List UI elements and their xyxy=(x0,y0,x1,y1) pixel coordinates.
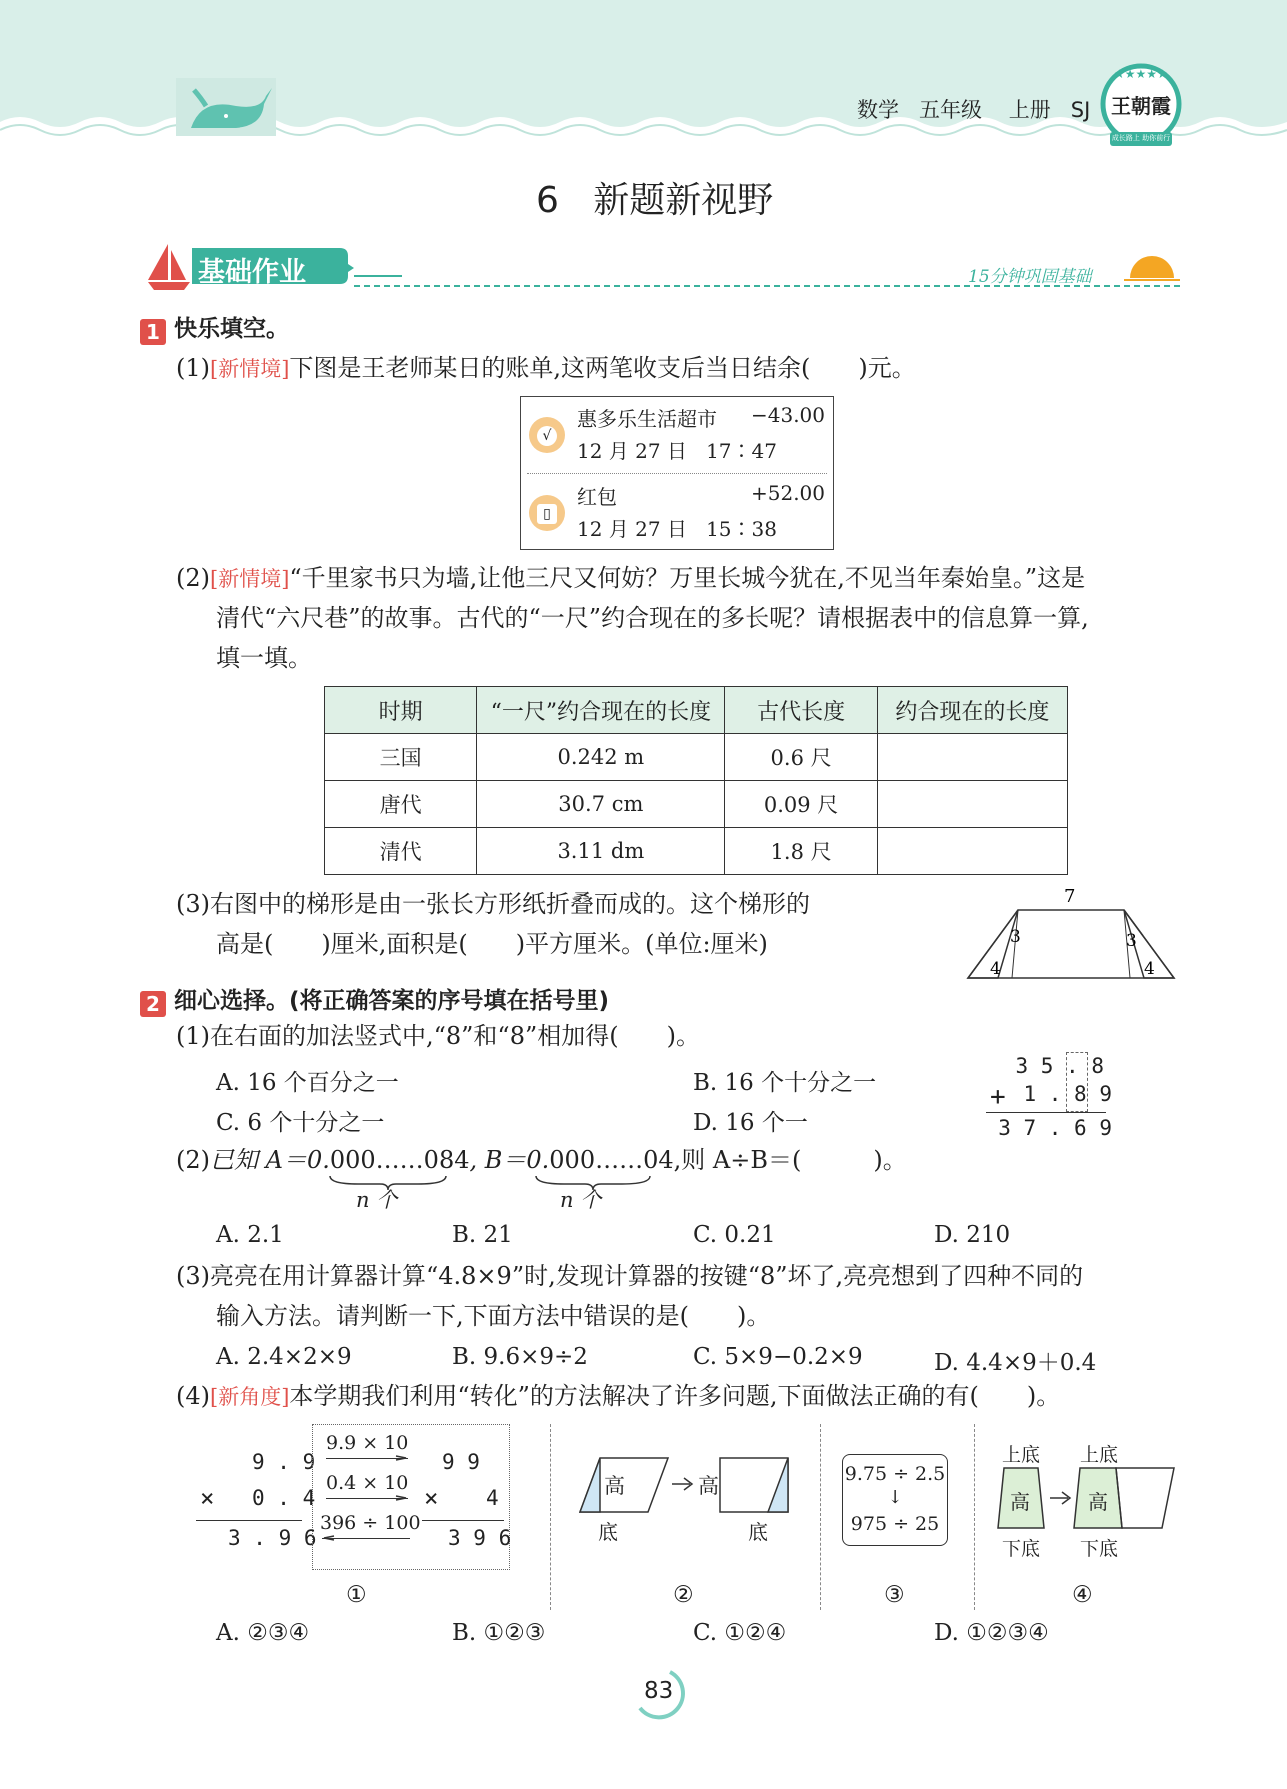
q1-p2-tag: [新情境] xyxy=(210,567,290,591)
table-cell: 1.8 尺 xyxy=(725,828,877,875)
table-header: 约合现在的长度 xyxy=(877,687,1067,734)
fig1-product-b: 3 9 6 xyxy=(448,1526,512,1550)
option-a[interactable]: A. 16 个百分之一 xyxy=(216,1070,399,1096)
q1-p1-tag: [新情境] xyxy=(210,357,290,381)
q2-number: 2 xyxy=(140,991,166,1017)
trap-label-top: 7 xyxy=(1064,886,1076,907)
fig4-marker: ④ xyxy=(1072,1582,1093,1608)
addend-1: 3 5 . 8 xyxy=(1015,1054,1104,1078)
option-b[interactable]: B. 9.6×9÷2 xyxy=(452,1344,588,1370)
option-b[interactable]: B. 21 xyxy=(452,1222,513,1248)
fig2-base-label-b: 底 xyxy=(748,1520,768,1544)
option-a[interactable]: A. ②③④ xyxy=(216,1620,310,1646)
fig2-base-label: 底 xyxy=(598,1520,618,1544)
addend-2: 1 . 8 9 xyxy=(1023,1082,1112,1106)
option-b[interactable]: B. 16 个十分之一 xyxy=(693,1070,877,1096)
option-b[interactable]: B. ①②③ xyxy=(452,1620,546,1646)
header-info xyxy=(857,94,1090,124)
table-row xyxy=(325,781,1068,828)
volume-label: 上册 xyxy=(1008,98,1051,122)
brand-logo xyxy=(1100,60,1182,152)
fig4-height: 高 xyxy=(1010,1490,1030,1514)
fig4-bottom-base: 下底 xyxy=(1002,1538,1041,1560)
option-c[interactable]: C. 0.21 xyxy=(693,1222,776,1248)
q2-heading xyxy=(140,982,609,1017)
highlight-box xyxy=(1066,1052,1088,1112)
q1-p2-line2: 清代“六尺巷”的故事。古代的“一尺”约合现在的多长呢？请根据表中的信息算一算, xyxy=(216,604,1089,632)
table-cell: 3.11 dm xyxy=(477,828,725,875)
trap-label: 4 xyxy=(1144,959,1155,979)
q2-p2: (2)已知 A＝0.000……084, B＝0.000……04,则 A÷B＝( )。 xyxy=(176,1146,907,1174)
table-cell: 清代 xyxy=(325,828,477,875)
fig1-step-1: 9.9 × 10 xyxy=(326,1432,409,1454)
table-header-row xyxy=(325,687,1068,734)
q1-p1-index: (1) xyxy=(176,354,210,382)
vertical-addition xyxy=(982,1052,1112,1162)
option-d[interactable]: D. 16 个一 xyxy=(693,1110,808,1136)
table-cell: 0.6 尺 xyxy=(725,734,877,781)
answer-cell[interactable] xyxy=(877,781,1067,828)
table-cell: 0.242 m xyxy=(477,734,725,781)
section-label: 基础作业 xyxy=(198,257,306,288)
table-cell: 唐代 xyxy=(325,781,477,828)
option-d[interactable]: D. 210 xyxy=(934,1222,1011,1248)
trap-label: 3 xyxy=(1126,931,1137,951)
answer-cell[interactable] xyxy=(877,734,1067,781)
q1-p3-line1: (3)右图中的梯形是由一张长方形纸折叠而成的。这个梯形的 xyxy=(176,890,810,918)
q2-p3-line1: (3)亮亮在用计算器计算“4.8×9”时,发现计算器的按键“8”坏了,亮亮想到了四种不同的 xyxy=(176,1262,1084,1290)
length-table xyxy=(324,686,1068,875)
fig4-top-base-b: 上底 xyxy=(1080,1444,1119,1466)
q2-p4-tag: [新角度] xyxy=(210,1385,290,1409)
fig2-height-label-b: 高 xyxy=(698,1474,719,1498)
table-header: 时期 xyxy=(325,687,477,734)
q1-p1-text: 下图是王老师某日的账单,这两笔收支后当日结余( )元。 xyxy=(289,354,916,382)
fig4-height-b: 高 xyxy=(1088,1490,1108,1514)
fig1-marker: ① xyxy=(346,1582,367,1608)
fig3-marker: ③ xyxy=(884,1582,905,1608)
whale-icon xyxy=(176,78,276,136)
q1-p3-index: (3) xyxy=(176,890,210,918)
option-c[interactable]: C. ①②④ xyxy=(693,1620,787,1646)
fig1-factor-2b: 4 xyxy=(486,1486,499,1510)
bill-box xyxy=(520,396,834,550)
fig1-factor-2: 0 . 4 xyxy=(252,1486,316,1510)
brand-subtitle: 成长路上 助你前行 xyxy=(1111,134,1171,142)
bill-item-name: 红包 xyxy=(577,485,617,509)
fig2-height-label: 高 xyxy=(604,1474,625,1498)
table-cell: 30.7 cm xyxy=(477,781,725,828)
bill-item-amount: −43.00 xyxy=(750,403,825,427)
q1-p1 xyxy=(176,348,916,389)
fig1-step-3: 396 ÷ 100 xyxy=(320,1512,421,1534)
fig1-times: × xyxy=(200,1484,215,1512)
sum-result: 3 7 . 6 9 xyxy=(998,1116,1112,1140)
table-row xyxy=(325,734,1068,781)
table-row xyxy=(325,828,1068,875)
fig1-arrows xyxy=(196,1424,514,1574)
option-d[interactable]: D. ①②③④ xyxy=(934,1620,1049,1646)
q2-p3-line2: 输入方法。请判断一下,下面方法中错误的是( )。 xyxy=(216,1302,771,1330)
page-title-text: 新题新视野 xyxy=(593,180,774,221)
plus-sign: + xyxy=(990,1082,1006,1112)
red-envelope-icon: ▯ xyxy=(529,495,565,531)
bill-item-datetime: 12 月 27 日 17∶47 xyxy=(577,439,777,463)
trapezoid-figure xyxy=(960,884,1180,984)
bill-item-amount: +52.00 xyxy=(750,481,825,505)
option-c[interactable]: C. 6 个十分之一 xyxy=(216,1110,385,1136)
grade-label: 五年级 xyxy=(919,98,983,122)
trap-label: 4 xyxy=(990,959,1001,979)
answer-cell[interactable] xyxy=(877,828,1067,875)
fig1-product: 3 . 9 6 xyxy=(228,1526,317,1550)
trap-label: 3 xyxy=(1010,927,1021,947)
option-d[interactable]: D. 4.4×9＋0.4 xyxy=(934,1350,1097,1376)
q1-p2-index: (2) xyxy=(176,564,210,592)
page-title xyxy=(536,172,773,223)
svg-text:★★★★★: ★★★★★ xyxy=(1114,67,1168,81)
brace-label-a: n 个 xyxy=(356,1188,398,1212)
fig2-marker: ② xyxy=(673,1582,694,1608)
fig4-bottom-base-b: 下底 xyxy=(1080,1538,1119,1560)
q2-p4: (4)[新角度]本学期我们利用“转化”的方法解决了许多问题,下面做法正确的有( )。 xyxy=(176,1382,1061,1410)
bill-divider xyxy=(527,473,827,474)
section-hint: 15分钟巩固基础 xyxy=(968,267,1092,287)
q2-p3-index: (3) xyxy=(176,1262,210,1290)
bill-item-datetime: 12 月 27 日 15∶38 xyxy=(577,517,777,541)
table-header: 古代长度 xyxy=(725,687,877,734)
figure-3 xyxy=(842,1454,948,1546)
page-title-number: 6 xyxy=(536,180,559,221)
table-cell: 0.09 尺 xyxy=(725,781,877,828)
fig3-top: 9.75 ÷ 2.5 xyxy=(844,1463,946,1485)
brace-label-b: n 个 xyxy=(560,1188,602,1212)
receipt-icon: √ xyxy=(529,417,565,453)
q1-title: 快乐填空。 xyxy=(174,316,289,342)
q1-p2-line1: (2)[新情境]“千里家书只为墙,让他三尺又何妨？万里长城今犹在,不见当年秦始皇。”这是 xyxy=(176,564,1086,592)
fig3-bottom: 975 ÷ 25 xyxy=(850,1513,940,1535)
q2-p1-index: (1) xyxy=(176,1022,210,1050)
option-a[interactable]: A. 2.1 xyxy=(216,1222,284,1248)
q2-p4-index: (4) xyxy=(176,1382,210,1410)
fig3-arrow: ↓ xyxy=(887,1487,903,1508)
fig4-top-base: 上底 xyxy=(1002,1444,1041,1466)
q1-number: 1 xyxy=(140,319,166,345)
q2-title: 细心选择。(将正确答案的序号填在括号里) xyxy=(174,988,610,1014)
table-cell: 三国 xyxy=(325,734,477,781)
q1-p3-line2: 高是( )厘米,面积是( )平方厘米。(单位:厘米) xyxy=(216,930,768,958)
option-a[interactable]: A. 2.4×2×9 xyxy=(216,1344,352,1370)
page-number: 83 xyxy=(644,1678,674,1704)
bill-item-name: 惠多乐生活超市 xyxy=(577,407,717,431)
edition-label: SJ xyxy=(1070,98,1091,122)
fig1-times-b: × xyxy=(424,1484,439,1512)
option-c[interactable]: C. 5×9−0.2×9 xyxy=(693,1344,863,1370)
fig1-step-2: 0.4 × 10 xyxy=(326,1472,409,1494)
q2-p2-index: (2) xyxy=(176,1146,210,1174)
brand-name: 王朝霞 xyxy=(1111,94,1171,118)
subject-label: 数学 xyxy=(857,98,899,122)
table-header: “一尺”约合现在的长度 xyxy=(477,687,725,734)
fig1-factor-1: 9 . 9 xyxy=(252,1450,316,1474)
q1-p2-line3: 填一填。 xyxy=(216,644,312,672)
fig1-factor-1b: 9 9 xyxy=(442,1450,480,1474)
q2-p1: (1)在右面的加法竖式中,“8”和“8”相加得( )。 xyxy=(176,1022,700,1050)
q1-heading xyxy=(140,310,289,345)
